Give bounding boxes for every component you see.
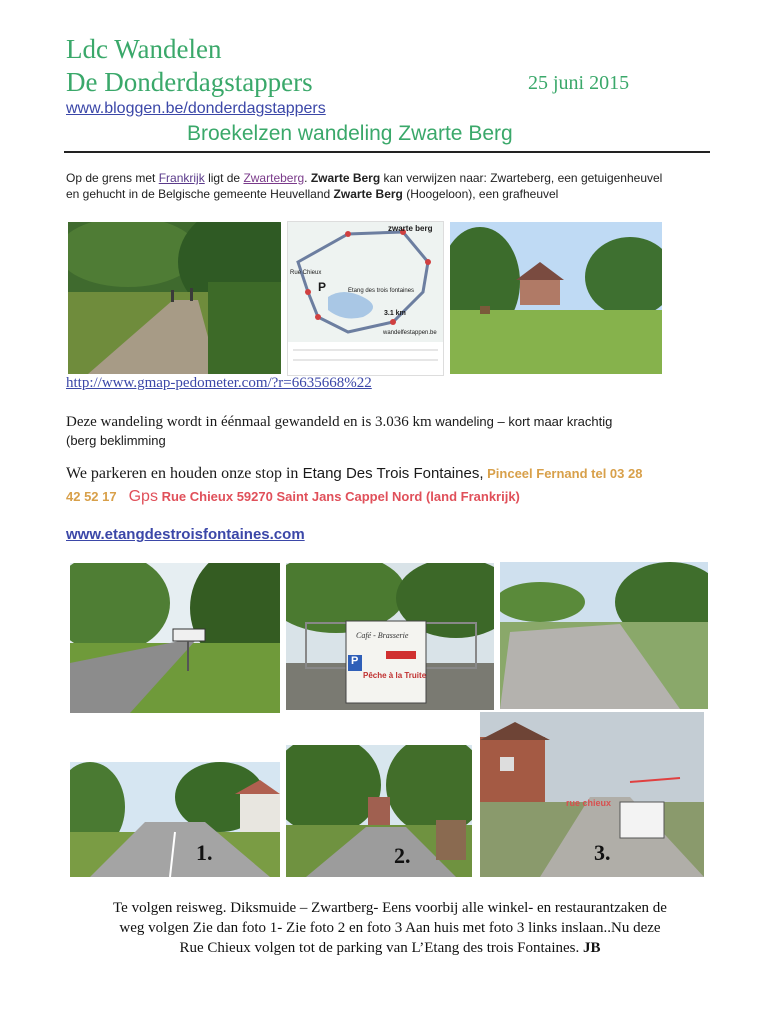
title-line-1: Ldc Wandelen <box>66 34 222 64</box>
directions-text: Te volgen reisweg. Diksmuide – Zwartberg- Eens voorbij alle winkel- en restaurantzaken de weg volgen Zie dan foto 1- Zie foto 2 en foto 3 Aan huis met foto 3 links inslaan..Nu deze Rue Chieux volgen tot de parking van L’Etang des trois Fontaines. JB <box>113 900 667 956</box>
sign-cafe-text: Café - Brasserie <box>356 631 409 640</box>
header-divider <box>64 151 710 153</box>
route-photo-2 <box>286 745 472 877</box>
title-line-2: De Donderdagstappers <box>66 67 313 97</box>
sign-peche-text: Pêche à la Truite <box>363 671 427 680</box>
map-label-p: P <box>318 280 327 294</box>
photo-number-3: 3. <box>594 840 611 865</box>
intro-text: Op de grens met Frankrijk ligt de Zwarteberg. Zwarte Berg kan verwijzen naar: Zwarteberg, een getuigenheuvel en gehucht in de Belgische gemeente Heuvelland Zwarte Berg (Hoogeloon), een grafheuvel <box>66 171 663 201</box>
parking-lot-photo <box>500 562 708 709</box>
page-subtitle: Broekelzen wandeling Zwarte Berg <box>187 122 513 145</box>
etang-link[interactable]: www.etangdestroisfontaines.com <box>66 526 305 543</box>
map-label-km: 3.1 km <box>384 310 406 317</box>
parking-info: We parkeren en houden onze stop in Etang Des Trois Fontaines, Pinceel Fernand tel 03 28 42 52 17 Gps Rue Chieux 59270 Saint Jans Cappel Nord (land Frankrijk) <box>66 465 643 505</box>
cafe-sign-photo <box>286 563 494 710</box>
map-label-site: wandelfestappen.be <box>383 330 437 336</box>
road-sign-photo <box>70 563 280 713</box>
forest-path-photo <box>68 222 281 374</box>
link-frankrijk[interactable]: Frankrijk <box>158 171 205 185</box>
map-label-top: zwarte berg <box>388 224 433 233</box>
link-zwarteberg[interactable]: Zwarteberg <box>243 171 305 185</box>
map-label-pond: Etang des trois fontaines <box>348 288 415 294</box>
route-photo-3 <box>480 712 704 877</box>
photo3-street-label: rue chieux <box>566 798 612 808</box>
route-photo-1 <box>70 762 280 877</box>
blog-link[interactable]: www.bloggen.be/donderdagstappers <box>66 100 326 117</box>
pedometer-link[interactable]: http://www.gmap-pedometer.com/?r=6635668%22 <box>66 375 372 391</box>
map-label-start: Rue Chieux <box>290 270 322 276</box>
photo-number-2: 2. <box>394 843 411 868</box>
date: 25 juni 2015 <box>528 72 630 94</box>
field-house-photo <box>450 222 662 374</box>
photo-number-1: 1. <box>196 840 213 865</box>
route-map <box>287 221 444 376</box>
walk-info: Deze wandeling wordt in éénmaal gewandeld en is 3.036 km wandeling – kort maar krachtig (berg beklimming <box>66 414 613 448</box>
sign-parking-text: P <box>351 655 359 667</box>
